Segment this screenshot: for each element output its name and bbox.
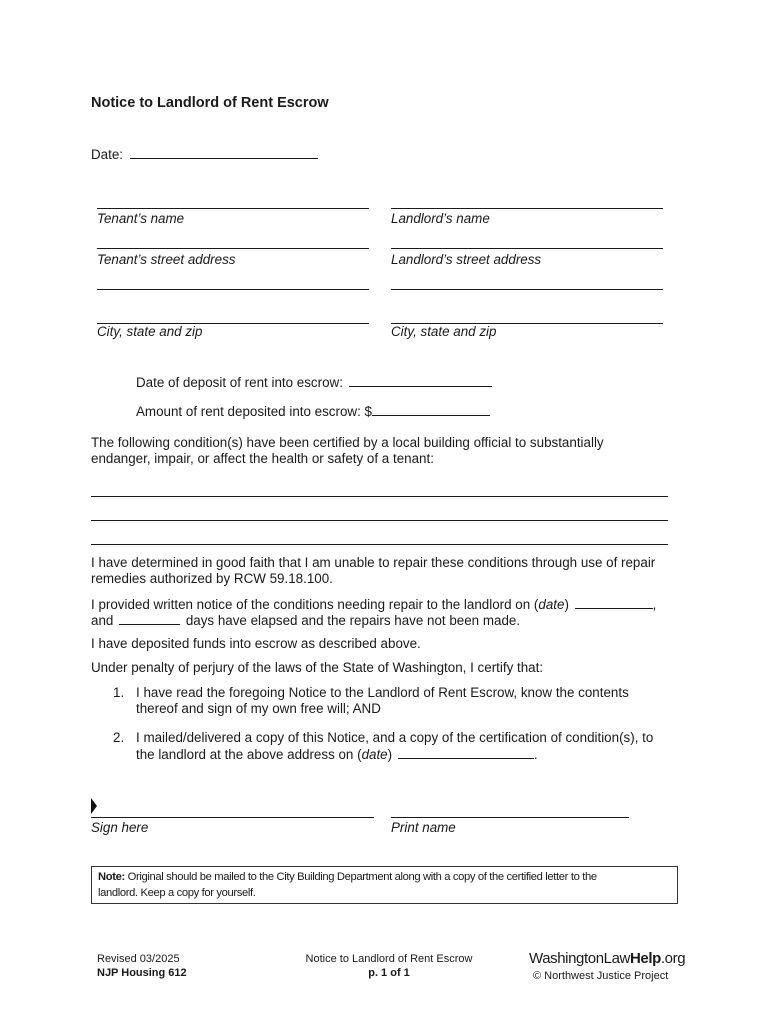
- deposited-funds-text: I have deposited funds into escrow as described above.: [91, 636, 421, 651]
- written-notice-line2: [91, 612, 520, 629]
- condition-field-3[interactable]: [91, 544, 668, 545]
- written-notice-line1: [91, 596, 656, 613]
- good-faith-line1: I have determined in good faith that I am unable to repair these conditions through use of repair: [91, 555, 656, 570]
- note-label: Note:: [98, 871, 125, 883]
- footer-page-number: p. 1 of 1: [368, 967, 410, 979]
- written-notice-days-text: days have elapsed and the repairs have not been made.: [185, 613, 521, 628]
- logo-text-washingtonlaw: WashingtonLaw: [529, 950, 630, 967]
- condition-field-2[interactable]: [91, 520, 668, 521]
- sign-here-arrow-icon: [90, 798, 98, 814]
- certify-item-2-period: .: [533, 747, 538, 762]
- tenant-street-label: Tenant’s street address: [97, 252, 236, 267]
- page-title: Notice to Landlord of Rent Escrow: [91, 95, 329, 111]
- tenant-name-label: Tenant’s name: [97, 211, 185, 226]
- deposit-date-row: [136, 374, 492, 391]
- conditions-intro-line2: endanger, impair, or affect the health or safety of a tenant:: [91, 451, 434, 466]
- certify-item-2-paren: ): [387, 747, 393, 762]
- notice-date-field[interactable]: [575, 596, 653, 609]
- sign-here-label: Sign here: [91, 820, 149, 835]
- certify-item-1-line1: I have read the foregoing Notice to the Landlord of Rent Escrow, know the contents: [136, 685, 629, 700]
- landlord-street-field-2[interactable]: [391, 289, 663, 290]
- mailed-date-field[interactable]: [398, 746, 534, 759]
- conditions-intro-line1: The following condition(s) have been certified by a local building official to substantially: [91, 435, 604, 450]
- written-notice-comma: ,: [652, 597, 657, 612]
- good-faith-line2: remedies authorized by RCW 59.18.100.: [91, 571, 333, 586]
- certify-item-2-date-word: date: [361, 747, 388, 762]
- footer-form-id: NJP Housing 612: [97, 967, 187, 979]
- written-notice-date-word: date: [538, 597, 565, 612]
- tenant-name-field[interactable]: [97, 208, 369, 209]
- certify-item-2-text: the landlord at the above address on (: [136, 747, 362, 762]
- footer-copyright: © Northwest Justice Project: [533, 970, 669, 982]
- written-notice-and: and: [91, 613, 114, 628]
- landlord-city-label: City, state and zip: [391, 324, 497, 339]
- certify-item-2-number: 2.: [113, 730, 125, 745]
- tenant-street-field[interactable]: [97, 248, 369, 249]
- print-name-label: Print name: [391, 820, 456, 835]
- footer-revised: Revised 03/2025: [97, 953, 180, 965]
- washingtonlawhelp-logo: [529, 950, 685, 967]
- deposit-date-label: Date of deposit of rent into escrow:: [136, 375, 343, 390]
- certify-item-2-line2: [136, 746, 538, 763]
- signature-field[interactable]: [91, 817, 374, 818]
- date-row: [91, 146, 318, 163]
- landlord-name-field[interactable]: [391, 208, 663, 209]
- certify-item-2-line1: I mailed/delivered a copy of this Notice, and a copy of the certification of condition(s), to: [136, 730, 654, 745]
- note-text-2: landlord. Keep a copy for yourself.: [98, 887, 256, 899]
- deposit-amount-field[interactable]: [372, 403, 490, 416]
- certify-item-1-line2: thereof and sign of my own free will; AND: [136, 701, 381, 716]
- deposit-date-field[interactable]: [349, 374, 492, 387]
- written-notice-paren: ): [564, 597, 569, 612]
- tenant-city-label: City, state and zip: [97, 324, 203, 339]
- tenant-street-field-2[interactable]: [97, 289, 369, 290]
- penalty-text: Under penalty of perjury of the laws of the State of Washington, I certify that:: [91, 660, 544, 675]
- print-name-field[interactable]: [391, 817, 629, 818]
- landlord-street-field[interactable]: [391, 248, 663, 249]
- note-box: [91, 866, 678, 904]
- note-text: Original should be mailed to the City Building Department along with a copy of the certified letter to the: [124, 871, 597, 883]
- landlord-street-label: Landlord’s street address: [391, 252, 542, 267]
- date-field[interactable]: [130, 146, 318, 159]
- logo-text-org: .org: [660, 950, 686, 967]
- footer-center-title: Notice to Landlord of Rent Escrow: [305, 953, 473, 965]
- deposit-amount-row: [136, 403, 490, 420]
- days-elapsed-field[interactable]: [119, 612, 180, 625]
- written-notice-text: I provided written notice of the conditions needing repair to the landlord on (: [91, 597, 539, 612]
- date-label: Date:: [91, 147, 124, 162]
- condition-field-1[interactable]: [91, 496, 668, 497]
- landlord-name-label: Landlord’s name: [391, 211, 490, 226]
- logo-text-help: Help: [629, 950, 661, 967]
- deposit-amount-label: Amount of rent deposited into escrow: $: [136, 404, 372, 419]
- certify-item-1-number: 1.: [113, 685, 125, 700]
